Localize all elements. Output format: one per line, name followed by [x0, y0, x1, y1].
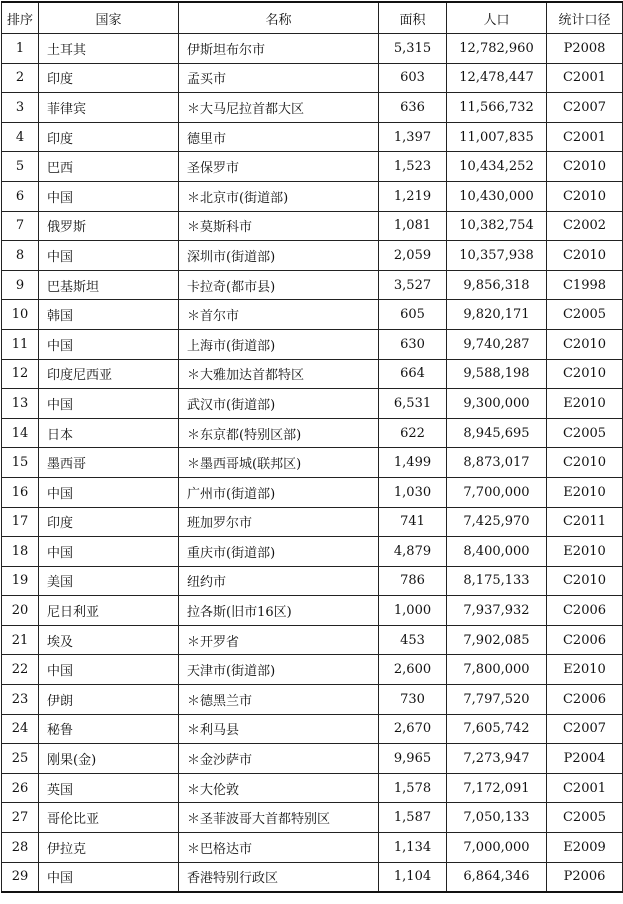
rank-cell: 11 [2, 329, 39, 359]
area-cell: 1,523 [379, 152, 447, 182]
rank-cell: 19 [2, 566, 39, 596]
table-row [2, 300, 623, 330]
table-row [2, 329, 623, 359]
population-cell: 7,273,947 [447, 744, 547, 774]
source-cell: C2007 [547, 714, 623, 744]
table-body [2, 34, 623, 893]
population-cell: 9,820,171 [447, 300, 547, 330]
source-cell: C1998 [547, 270, 623, 300]
table-row [2, 685, 623, 715]
table-row [2, 566, 623, 596]
rank-cell: 3 [2, 93, 39, 123]
country-cell: 埃及 [39, 625, 179, 655]
rank-cell: 25 [2, 744, 39, 774]
city-name-cell: ＊莫斯科市 [179, 211, 379, 241]
city-name-cell: 德里市 [179, 122, 379, 152]
area-cell: 1,587 [379, 803, 447, 833]
area-cell: 1,397 [379, 122, 447, 152]
source-cell: C2006 [547, 685, 623, 715]
area-cell: 2,059 [379, 241, 447, 271]
area-cell: 4,879 [379, 537, 447, 567]
population-cell: 7,425,970 [447, 507, 547, 537]
country-cell: 印度尼西亚 [39, 359, 179, 389]
area-cell: 9,965 [379, 744, 447, 774]
population-cell: 7,797,520 [447, 685, 547, 715]
rank-cell: 16 [2, 477, 39, 507]
city-name-cell: ＊首尔市 [179, 300, 379, 330]
area-cell: 603 [379, 63, 447, 93]
source-cell: C2010 [547, 359, 623, 389]
area-cell: 741 [379, 507, 447, 537]
city-name-cell: 班加罗尔市 [179, 507, 379, 537]
city-name-cell: ＊德黑兰市 [179, 685, 379, 715]
city-name-cell: ＊金沙萨市 [179, 744, 379, 774]
area-cell: 6,531 [379, 389, 447, 419]
source-cell: C2010 [547, 181, 623, 211]
table-row [2, 93, 623, 123]
city-name-cell: ＊利马县 [179, 714, 379, 744]
table-row [2, 537, 623, 567]
rank-cell: 10 [2, 300, 39, 330]
country-cell: 美国 [39, 566, 179, 596]
header-source: 统计口径 [547, 2, 623, 34]
table-row [2, 122, 623, 152]
source-cell: C2005 [547, 418, 623, 448]
country-cell: 刚果(金) [39, 744, 179, 774]
table-row [2, 744, 623, 774]
rank-cell: 18 [2, 537, 39, 567]
table-row [2, 773, 623, 803]
area-cell: 630 [379, 329, 447, 359]
rank-cell: 8 [2, 241, 39, 271]
country-cell: 中国 [39, 329, 179, 359]
source-cell: C2010 [547, 566, 623, 596]
header-country: 国家 [39, 2, 179, 34]
city-name-cell: ＊大马尼拉首都大区 [179, 93, 379, 123]
city-name-cell: 伊斯坦布尔市 [179, 34, 379, 64]
population-cell: 7,700,000 [447, 477, 547, 507]
country-cell: 韩国 [39, 300, 179, 330]
population-cell: 10,357,938 [447, 241, 547, 271]
city-name-cell: ＊北京市(街道部) [179, 181, 379, 211]
country-cell: 中国 [39, 241, 179, 271]
table-row [2, 181, 623, 211]
city-name-cell: 广州市(街道部) [179, 477, 379, 507]
population-cell: 12,782,960 [447, 34, 547, 64]
city-name-cell: ＊大伦敦 [179, 773, 379, 803]
country-cell: 日本 [39, 418, 179, 448]
population-cell: 10,430,000 [447, 181, 547, 211]
country-cell: 中国 [39, 477, 179, 507]
area-cell: 1,134 [379, 833, 447, 863]
population-cell: 10,434,252 [447, 152, 547, 182]
population-cell: 8,400,000 [447, 537, 547, 567]
source-cell: C2006 [547, 625, 623, 655]
header-row [2, 2, 623, 34]
area-cell: 1,030 [379, 477, 447, 507]
source-cell: P2004 [547, 744, 623, 774]
table-row [2, 63, 623, 93]
area-cell: 786 [379, 566, 447, 596]
area-cell: 636 [379, 93, 447, 123]
header-rank: 排序 [2, 2, 39, 34]
source-cell: C2002 [547, 211, 623, 241]
country-cell: 伊朗 [39, 685, 179, 715]
country-cell: 菲律宾 [39, 93, 179, 123]
country-cell: 哥伦比亚 [39, 803, 179, 833]
rank-cell: 21 [2, 625, 39, 655]
population-cell: 7,605,742 [447, 714, 547, 744]
city-name-cell: ＊圣菲波哥大首都特别区 [179, 803, 379, 833]
city-name-cell: ＊开罗省 [179, 625, 379, 655]
country-cell: 中国 [39, 389, 179, 419]
country-cell: 中国 [39, 181, 179, 211]
area-cell: 1,219 [379, 181, 447, 211]
rank-cell: 26 [2, 773, 39, 803]
area-cell: 2,600 [379, 655, 447, 685]
area-cell: 1,000 [379, 596, 447, 626]
population-cell: 9,588,198 [447, 359, 547, 389]
table-row [2, 211, 623, 241]
table-row [2, 714, 623, 744]
rank-cell: 28 [2, 833, 39, 863]
population-cell: 8,873,017 [447, 448, 547, 478]
source-cell: C2005 [547, 300, 623, 330]
population-cell: 9,856,318 [447, 270, 547, 300]
area-cell: 453 [379, 625, 447, 655]
source-cell: E2010 [547, 537, 623, 567]
population-cell: 10,382,754 [447, 211, 547, 241]
header-area: 面积 [379, 2, 447, 34]
rank-cell: 1 [2, 34, 39, 64]
country-cell: 尼日利亚 [39, 596, 179, 626]
population-cell: 8,175,133 [447, 566, 547, 596]
area-cell: 664 [379, 359, 447, 389]
city-name-cell: ＊大雅加达首都特区 [179, 359, 379, 389]
rank-cell: 27 [2, 803, 39, 833]
source-cell: P2006 [547, 862, 623, 892]
table-row [2, 655, 623, 685]
source-cell: P2008 [547, 34, 623, 64]
rank-cell: 15 [2, 448, 39, 478]
source-cell: E2009 [547, 833, 623, 863]
population-cell: 12,478,447 [447, 63, 547, 93]
city-population-table [1, 1, 623, 893]
source-cell: E2010 [547, 389, 623, 419]
population-cell: 9,740,287 [447, 329, 547, 359]
source-cell: E2010 [547, 477, 623, 507]
table-row [2, 448, 623, 478]
city-name-cell: ＊巴格达市 [179, 833, 379, 863]
rank-cell: 12 [2, 359, 39, 389]
rank-cell: 24 [2, 714, 39, 744]
country-cell: 巴西 [39, 152, 179, 182]
source-cell: C2010 [547, 241, 623, 271]
rank-cell: 13 [2, 389, 39, 419]
table-row [2, 418, 623, 448]
table-row [2, 152, 623, 182]
population-cell: 6,864,346 [447, 862, 547, 892]
table-row [2, 596, 623, 626]
table-row [2, 359, 623, 389]
country-cell: 土耳其 [39, 34, 179, 64]
country-cell: 英国 [39, 773, 179, 803]
area-cell: 2,670 [379, 714, 447, 744]
table-row [2, 862, 623, 892]
country-cell: 墨西哥 [39, 448, 179, 478]
rank-cell: 29 [2, 862, 39, 892]
source-cell: C2007 [547, 93, 623, 123]
table-row [2, 507, 623, 537]
city-name-cell: 香港特别行政区 [179, 862, 379, 892]
rank-cell: 6 [2, 181, 39, 211]
table-row [2, 34, 623, 64]
country-cell: 巴基斯坦 [39, 270, 179, 300]
population-cell: 7,172,091 [447, 773, 547, 803]
source-cell: C2010 [547, 152, 623, 182]
source-cell: C2005 [547, 803, 623, 833]
rank-cell: 23 [2, 685, 39, 715]
city-name-cell: 上海市(街道部) [179, 329, 379, 359]
table-row [2, 270, 623, 300]
country-cell: 中国 [39, 655, 179, 685]
population-cell: 7,050,133 [447, 803, 547, 833]
area-cell: 1,578 [379, 773, 447, 803]
city-name-cell: 纽约市 [179, 566, 379, 596]
source-cell: C2010 [547, 448, 623, 478]
population-cell: 7,800,000 [447, 655, 547, 685]
population-cell: 7,000,000 [447, 833, 547, 863]
area-cell: 622 [379, 418, 447, 448]
rank-cell: 7 [2, 211, 39, 241]
population-cell: 11,007,835 [447, 122, 547, 152]
header-name: 名称 [179, 2, 379, 34]
country-cell: 中国 [39, 862, 179, 892]
area-cell: 5,315 [379, 34, 447, 64]
header-population: 人口 [447, 2, 547, 34]
rank-cell: 20 [2, 596, 39, 626]
area-cell: 605 [379, 300, 447, 330]
table-row [2, 477, 623, 507]
area-cell: 730 [379, 685, 447, 715]
table-row [2, 833, 623, 863]
country-cell: 中国 [39, 537, 179, 567]
population-cell: 8,945,695 [447, 418, 547, 448]
rank-cell: 9 [2, 270, 39, 300]
source-cell: C2006 [547, 596, 623, 626]
city-name-cell: 卡拉奇(都市县) [179, 270, 379, 300]
rank-cell: 17 [2, 507, 39, 537]
country-cell: 印度 [39, 122, 179, 152]
city-name-cell: 深圳市(街道部) [179, 241, 379, 271]
rank-cell: 4 [2, 122, 39, 152]
source-cell: C2010 [547, 329, 623, 359]
table-row [2, 625, 623, 655]
source-cell: C2001 [547, 773, 623, 803]
country-cell: 秘鲁 [39, 714, 179, 744]
area-cell: 1,104 [379, 862, 447, 892]
population-cell: 7,902,085 [447, 625, 547, 655]
country-cell: 伊拉克 [39, 833, 179, 863]
area-cell: 3,527 [379, 270, 447, 300]
city-name-cell: ＊东京都(特别区部) [179, 418, 379, 448]
country-cell: 俄罗斯 [39, 211, 179, 241]
rank-cell: 2 [2, 63, 39, 93]
city-name-cell: 天津市(街道部) [179, 655, 379, 685]
country-cell: 印度 [39, 63, 179, 93]
population-cell: 7,937,932 [447, 596, 547, 626]
source-cell: C2001 [547, 63, 623, 93]
rank-cell: 14 [2, 418, 39, 448]
area-cell: 1,499 [379, 448, 447, 478]
source-cell: C2001 [547, 122, 623, 152]
city-name-cell: 圣保罗市 [179, 152, 379, 182]
table-row [2, 241, 623, 271]
country-cell: 印度 [39, 507, 179, 537]
city-name-cell: 拉各斯(旧市16区) [179, 596, 379, 626]
population-cell: 9,300,000 [447, 389, 547, 419]
city-name-cell: ＊墨西哥城(联邦区) [179, 448, 379, 478]
rank-cell: 5 [2, 152, 39, 182]
source-cell: C2011 [547, 507, 623, 537]
source-cell: E2010 [547, 655, 623, 685]
table-row [2, 803, 623, 833]
city-name-cell: 重庆市(街道部) [179, 537, 379, 567]
table-row [2, 389, 623, 419]
city-name-cell: 武汉市(街道部) [179, 389, 379, 419]
city-name-cell: 孟买市 [179, 63, 379, 93]
area-cell: 1,081 [379, 211, 447, 241]
rank-cell: 22 [2, 655, 39, 685]
population-cell: 11,566,732 [447, 93, 547, 123]
